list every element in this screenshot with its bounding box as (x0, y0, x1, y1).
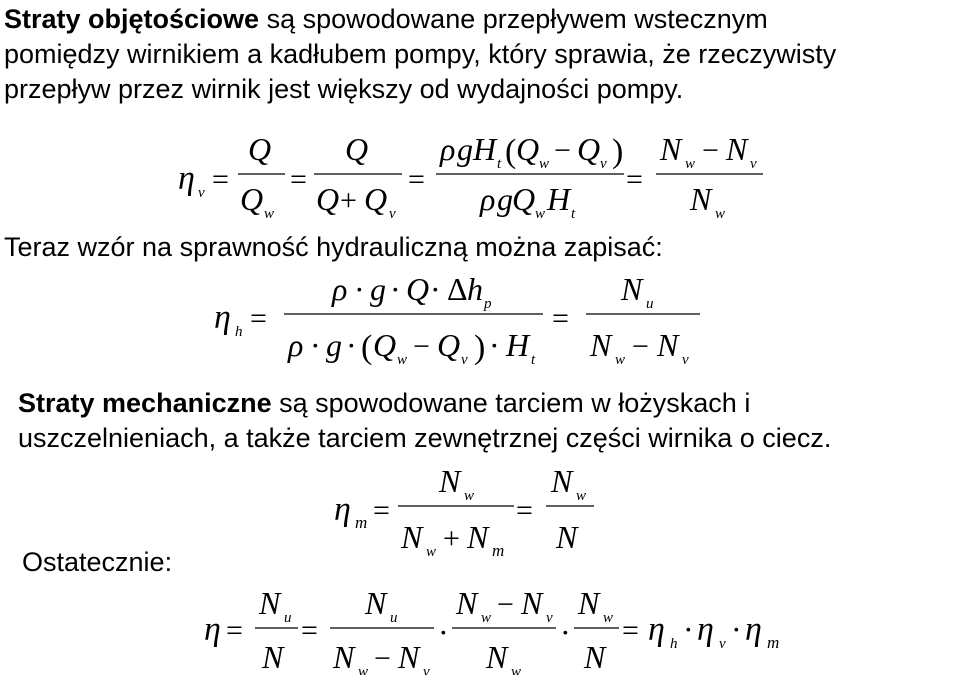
math-symbol-u: u (284, 610, 292, 626)
minus-sign: − (374, 642, 391, 675)
math-symbol-N: N (262, 639, 284, 675)
math-symbol-v: v (546, 610, 553, 626)
math-symbol-t: t (571, 206, 576, 222)
math-symbol-H: H (506, 327, 530, 363)
dot-operator: · (438, 614, 449, 650)
math-symbol-N: N (333, 639, 355, 675)
minus-sign: − (413, 330, 430, 363)
math-symbol-w: w (426, 544, 437, 560)
eta-symbol: η (745, 611, 762, 648)
math-symbol-v: v (719, 636, 726, 652)
math-symbol-N: N (401, 519, 423, 555)
math-symbol-w: w (535, 206, 546, 222)
minus-sign: − (702, 134, 719, 167)
math-symbol-Q: Q (512, 181, 536, 217)
math-symbol-N: N (621, 271, 643, 307)
right-paren: ) (612, 133, 624, 170)
dot-operator: · (346, 327, 357, 363)
math-symbol-w: w (358, 664, 369, 675)
equals-sign: = (373, 494, 390, 527)
math-symbol-w: w (511, 664, 522, 675)
math-symbol-N: N (660, 131, 682, 167)
term-volumetric-losses: Straty objętościowe (4, 4, 260, 34)
math-symbol-m: m (355, 513, 368, 532)
equals-sign: = (552, 302, 569, 335)
math-symbol-v: v (682, 352, 689, 368)
dot-operator: · (354, 271, 365, 307)
math-symbol-N: N (584, 639, 606, 675)
math-symbol-Q: Q (373, 327, 397, 363)
equals-sign: = (622, 614, 639, 647)
equals-sign: = (212, 163, 229, 196)
math-symbol-w: w (464, 488, 475, 504)
math-symbol-N: N (657, 327, 679, 363)
math-symbol-v: v (461, 352, 468, 368)
math-symbol-t: t (497, 156, 502, 172)
rho-symbol: ρ (480, 181, 496, 217)
dot-operator: · (560, 614, 571, 650)
math-symbol-t: t (531, 352, 536, 368)
math-symbol-N: N (556, 519, 578, 555)
equation-total-efficiency (204, 585, 779, 675)
math-symbol-w: w (685, 156, 696, 172)
dot-operator: · (489, 327, 500, 363)
math-symbol-N: N (521, 585, 543, 621)
left-paren: ( (505, 133, 517, 170)
equals-sign: = (226, 614, 243, 647)
math-symbol-N: N (551, 463, 573, 499)
minus-sign: − (632, 330, 649, 363)
math-symbol-N: N (726, 131, 748, 167)
math-symbol-N: N (259, 585, 281, 621)
math-symbol-m: m (767, 633, 780, 652)
dot-operator: · (683, 611, 694, 647)
math-symbol-w: w (397, 352, 408, 368)
equation-mechanical-efficiency (334, 463, 594, 560)
math-symbol-v: v (600, 156, 607, 172)
delta-symbol: Δ (447, 271, 468, 307)
math-symbol-w: w (603, 610, 614, 626)
math-symbol-Q: Q (437, 327, 461, 363)
eta-symbol: η (204, 611, 221, 648)
math-symbol-w: w (481, 610, 492, 626)
dot-operator: · (430, 271, 441, 307)
math-symbol-m: m (492, 541, 505, 560)
equals-sign: = (626, 163, 643, 196)
label-final: Ostatecznie: (22, 547, 173, 577)
math-symbol-Q: Q (577, 131, 601, 167)
math-symbol-Q: Q (516, 131, 540, 167)
math-symbol-Q: Q (345, 131, 369, 167)
equation-volumetric-efficiency (178, 131, 763, 222)
eta-symbol: η (178, 160, 195, 197)
text-line: są spowodowane tarciem w łożyskach i (271, 388, 751, 418)
right-paren: ) (474, 329, 486, 366)
math-symbol-v: v (389, 206, 396, 222)
math-symbol-u: u (646, 296, 654, 312)
minus-sign: − (497, 588, 514, 621)
math-symbol-w: w (264, 206, 275, 222)
text-line: pomiędzy wirnikiem a kadłubem pompy, który sprawia, że rzeczywisty (4, 39, 837, 69)
plus-sign: + (443, 522, 460, 555)
text-line: są spowodowane przepływem wstecznym (259, 4, 768, 34)
math-symbol-Q: Q (240, 181, 264, 217)
math-symbol-N: N (456, 585, 478, 621)
math-symbol-g: g (497, 181, 513, 217)
math-symbol-v: v (750, 156, 757, 172)
equation-hydraulic-efficiency (214, 271, 700, 368)
plus-sign: + (340, 184, 357, 217)
math-symbol-v: v (423, 664, 430, 675)
math-symbol-N: N (365, 585, 387, 621)
equals-sign: = (516, 494, 533, 527)
math-symbol-Q: Q (316, 181, 340, 217)
math-symbol-g: g (457, 131, 473, 167)
minus-sign: − (554, 134, 571, 167)
text-line: uszczelnieniach, a także tarciem zewnętrznej części wirnika o ciecz. (18, 423, 832, 453)
math-symbol-H: H (473, 131, 497, 167)
math-symbol-g: g (370, 271, 386, 307)
dot-operator: · (731, 611, 742, 647)
math-symbol-v: v (198, 185, 205, 201)
math-symbol-H: H (547, 181, 571, 217)
text-line: przepływ przez wirnik jest większy od wydajności pompy. (4, 74, 684, 104)
math-symbol-p: p (484, 296, 492, 312)
math-symbol-N: N (467, 519, 489, 555)
math-symbol-w: w (715, 206, 726, 222)
equals-sign: = (290, 163, 307, 196)
left-paren: ( (361, 329, 373, 366)
dot-operator: · (310, 327, 321, 363)
equals-sign: = (301, 614, 318, 647)
dot-operator: · (390, 271, 401, 307)
eta-symbol: η (648, 611, 665, 648)
eta-symbol: η (334, 491, 351, 528)
math-symbol-h: h (670, 636, 678, 652)
math-symbol-u: u (390, 610, 398, 626)
math-symbol-N: N (486, 639, 508, 675)
math-symbol-w: w (576, 488, 587, 504)
equals-sign: = (250, 302, 267, 335)
paragraph-hydraulic-efficiency: Teraz wzór na sprawność hydrauliczną można zapisać: (4, 232, 663, 262)
math-symbol-N: N (398, 639, 420, 675)
math-symbol-Q: Q (364, 181, 388, 217)
math-symbol-N: N (690, 181, 712, 217)
term-mechanical-losses: Straty mechaniczne (18, 388, 272, 418)
math-symbol-N: N (439, 463, 461, 499)
math-symbol-N: N (590, 327, 612, 363)
eta-symbol: η (214, 299, 231, 336)
math-symbol-g: g (326, 327, 342, 363)
math-symbol-Q: Q (248, 131, 272, 167)
math-symbol-w: w (539, 156, 550, 172)
rho-symbol: ρ (288, 327, 304, 363)
math-symbol-w: w (615, 352, 626, 368)
math-symbol-h: h (467, 271, 483, 307)
rho-symbol: ρ (440, 131, 456, 167)
math-symbol-N: N (578, 585, 600, 621)
eta-symbol: η (697, 611, 714, 648)
math-symbol-h: h (235, 324, 243, 340)
rho-symbol: ρ (332, 271, 348, 307)
math-symbol-Q: Q (406, 271, 430, 307)
equals-sign: = (408, 163, 425, 196)
